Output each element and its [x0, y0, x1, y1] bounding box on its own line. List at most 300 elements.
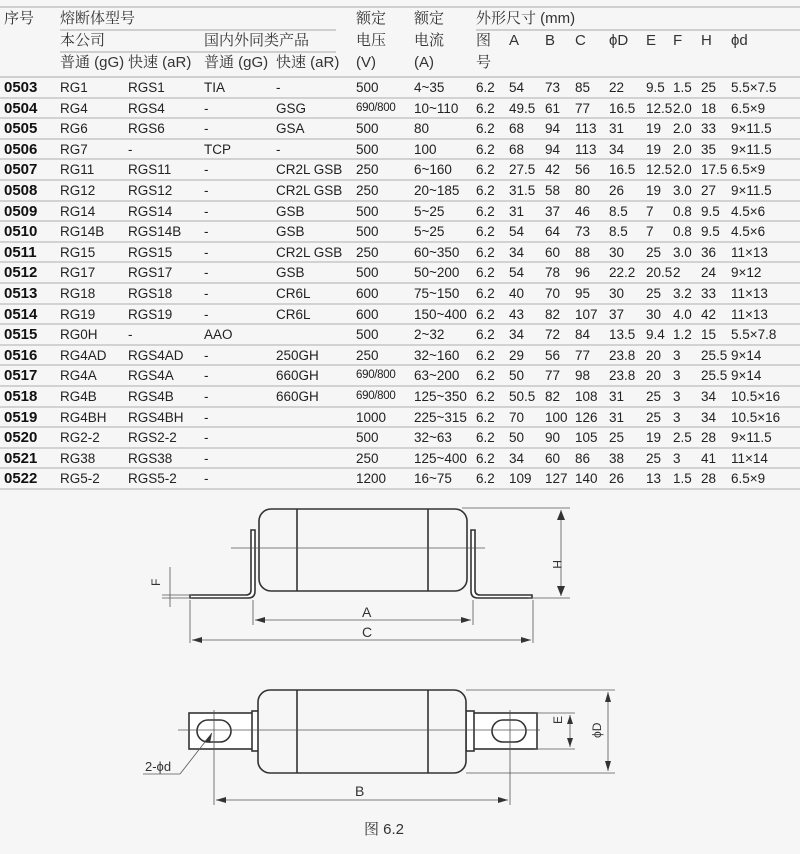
- cell-B: 94: [545, 141, 561, 157]
- cell-gG: RG14B: [60, 224, 105, 240]
- cell-E: 19: [646, 141, 662, 157]
- cell-a: 80: [414, 121, 430, 137]
- cell-H: 25.5: [701, 347, 728, 363]
- cell-E: 25: [646, 388, 662, 404]
- cell-seq: 0518: [4, 387, 38, 405]
- cell-A: 34: [509, 244, 525, 260]
- cell-seq: 0506: [4, 140, 38, 158]
- cell-aR: RGS14: [128, 203, 173, 219]
- cell-gG: RG2-2: [60, 430, 100, 446]
- cell-D: 31: [609, 409, 625, 425]
- cell-aR: -: [128, 327, 133, 343]
- table-row: [0, 140, 800, 161]
- cell-o_aR: 250GH: [276, 347, 319, 363]
- cell-H: 24: [701, 265, 717, 281]
- cell-d: 9×11.5: [731, 121, 772, 137]
- cell-B: 127: [545, 471, 568, 487]
- cell-C: 126: [575, 409, 598, 425]
- cell-gG: RG7: [60, 141, 88, 157]
- cell-D: 25: [609, 430, 625, 446]
- header-B: B: [545, 32, 556, 49]
- cell-A: 50: [509, 368, 525, 384]
- cell-D: 22.2: [609, 265, 636, 281]
- cell-E: 20: [646, 347, 662, 363]
- cell-E: 20.5: [646, 265, 673, 281]
- header-fig-no-2: 号: [476, 54, 492, 71]
- table-row: [0, 222, 800, 243]
- cell-o_gG: TIA: [204, 80, 226, 95]
- cell-E: 25: [646, 409, 662, 425]
- cell-a: 60~350: [414, 244, 460, 260]
- cell-o_aR: GSG: [276, 100, 307, 116]
- cell-o_aR: 660GH: [276, 368, 319, 384]
- cell-H: 35: [701, 141, 717, 157]
- header-A: A: [509, 32, 520, 49]
- cell-v: 1200: [356, 471, 387, 487]
- cell-E: 9.4: [646, 327, 665, 343]
- cell-D: 38: [609, 450, 625, 466]
- cell-C: 73: [575, 224, 591, 240]
- header-rated-current-1: 额定: [414, 10, 445, 27]
- cell-aR: RGS15: [128, 244, 173, 260]
- cell-A: 27.5: [509, 162, 536, 178]
- cell-B: 94: [545, 121, 561, 137]
- label-A: A: [362, 604, 372, 620]
- cell-aR: RGS17: [128, 265, 173, 281]
- cell-D: 26: [609, 471, 625, 487]
- cell-o_aR: 660GH: [276, 388, 319, 404]
- cell-d: 5.5×7.5: [731, 80, 777, 95]
- label-B: B: [355, 783, 365, 799]
- cell-v: 500: [356, 430, 379, 446]
- fuse-dimension-diagram: [0, 490, 800, 854]
- cell-d: 11×13: [731, 306, 768, 322]
- cell-o_aR: GSB: [276, 224, 305, 240]
- header-rated-voltage-3: (V): [356, 54, 376, 71]
- table-row: [0, 202, 800, 223]
- cell-C: 56: [575, 162, 591, 178]
- cell-o_aR: CR2L GSB: [276, 182, 343, 198]
- cell-d: 9×14: [731, 347, 762, 363]
- cell-a: 6~160: [414, 162, 452, 178]
- cell-d: 5.5×7.8: [731, 327, 777, 343]
- cell-o_gG: -: [204, 471, 209, 487]
- cell-d: 6.5×9: [731, 162, 766, 178]
- cell-aR: RGS12: [128, 182, 173, 198]
- cell-v: 690/800: [356, 101, 396, 114]
- cell-seq: 0511: [4, 243, 37, 261]
- cell-fig: 6.2: [476, 141, 495, 157]
- cell-D: 34: [609, 141, 625, 157]
- cell-F: 2.0: [673, 141, 692, 157]
- cell-fig: 6.2: [476, 388, 495, 404]
- cell-o_gG: TCP: [204, 141, 231, 157]
- table-row: [0, 305, 800, 326]
- cell-aR: RGS4AD: [128, 347, 184, 363]
- cell-seq: 0519: [4, 408, 38, 426]
- cell-fig: 6.2: [476, 471, 495, 487]
- cell-C: 46: [575, 203, 591, 219]
- cell-A: 50: [509, 430, 525, 446]
- cell-fig: 6.2: [476, 368, 495, 384]
- cell-B: 42: [545, 162, 561, 178]
- cell-D: 26: [609, 182, 625, 198]
- cell-F: 3.0: [673, 182, 692, 198]
- cell-seq: 0521: [4, 449, 38, 467]
- cell-D: 31: [609, 388, 625, 404]
- label-C: C: [362, 624, 373, 640]
- cell-fig: 6.2: [476, 224, 495, 240]
- cell-v: 690/800: [356, 389, 396, 402]
- cell-F: 3.2: [673, 285, 692, 301]
- cell-E: 13: [646, 471, 662, 487]
- cell-F: 3.0: [673, 244, 692, 260]
- cell-a: 16~75: [414, 471, 452, 487]
- cell-A: 34: [509, 450, 525, 466]
- cell-F: 2.0: [673, 162, 692, 178]
- cell-v: 500: [356, 265, 379, 281]
- cell-A: 43: [509, 306, 525, 322]
- cell-A: 68: [509, 121, 525, 137]
- label-H: H: [550, 560, 564, 569]
- cell-C: 113: [575, 121, 597, 137]
- cell-gG: RG6: [60, 121, 88, 137]
- header-row-2: [0, 30, 800, 52]
- cell-gG: RG5-2: [60, 471, 100, 487]
- cell-H: 33: [701, 285, 717, 301]
- cell-H: 33: [701, 121, 717, 137]
- header-our-company: 本公司: [60, 32, 106, 49]
- cell-o_aR: GSA: [276, 121, 305, 137]
- cell-gG: RG15: [60, 244, 96, 260]
- cell-D: 30: [609, 285, 625, 301]
- cell-gG: RG17: [60, 265, 96, 281]
- table-row: [0, 119, 800, 140]
- cell-gG: RG12: [60, 182, 96, 198]
- cell-o_gG: -: [204, 224, 209, 240]
- cell-o_gG: -: [204, 285, 209, 301]
- cell-v: 500: [356, 141, 379, 157]
- table-row: [0, 78, 800, 99]
- cell-C: 77: [575, 100, 591, 116]
- cell-fig: 6.2: [476, 162, 495, 178]
- table-row: [0, 346, 800, 367]
- cell-seq: 0504: [4, 99, 38, 117]
- cell-fig: 6.2: [476, 409, 495, 425]
- cell-E: 19: [646, 430, 662, 446]
- header-phiD: ϕD: [609, 32, 629, 49]
- header-rated-voltage-2: 电压: [356, 32, 387, 49]
- cell-v: 250: [356, 162, 379, 178]
- cell-C: 113: [575, 141, 597, 157]
- cell-aR: RGS4BH: [128, 409, 184, 425]
- cell-aR: RGS11: [128, 162, 172, 178]
- figure-caption: 图 6.2: [364, 821, 405, 838]
- cell-H: 25.5: [701, 368, 728, 384]
- cell-E: 7: [646, 224, 654, 240]
- cell-C: 85: [575, 80, 591, 95]
- cell-gG: RG38: [60, 450, 96, 466]
- fuse-spec-table: [0, 8, 800, 490]
- cell-A: 68: [509, 141, 525, 157]
- cell-v: 250: [356, 347, 379, 363]
- cell-F: 1.5: [673, 80, 692, 95]
- cell-d: 9×11.5: [731, 141, 772, 157]
- cell-B: 61: [545, 100, 561, 116]
- cell-aR: RGS19: [128, 306, 173, 322]
- header-rated-current-3: (A): [414, 54, 434, 71]
- cell-o_gG: -: [204, 347, 209, 363]
- cell-F: 3: [673, 450, 681, 466]
- cell-H: 15: [701, 327, 717, 343]
- cell-o_aR: CR2L GSB: [276, 244, 343, 260]
- cell-a: 63~200: [414, 368, 460, 384]
- cell-seq: 0507: [4, 161, 38, 179]
- cell-d: 9×11.5: [731, 430, 772, 446]
- cell-a: 125~350: [414, 388, 467, 404]
- table-row: [0, 449, 800, 470]
- cell-C: 84: [575, 327, 591, 343]
- cell-a: 5~25: [414, 224, 445, 240]
- cell-gG: RG4: [60, 100, 88, 116]
- cell-o_gG: -: [204, 430, 209, 446]
- cell-D: 8.5: [609, 224, 628, 240]
- cell-o_gG: -: [204, 162, 209, 178]
- cell-fig: 6.2: [476, 244, 495, 260]
- cell-F: 3: [673, 347, 681, 363]
- cell-v: 600: [356, 306, 379, 322]
- cell-F: 0.8: [673, 203, 692, 219]
- cell-d: 4.5×6: [731, 224, 766, 240]
- cell-o_aR: CR6L: [276, 285, 311, 301]
- cell-B: 70: [545, 285, 561, 301]
- cell-A: 109: [509, 471, 532, 487]
- cell-C: 108: [575, 388, 598, 404]
- cell-o_gG: AAO: [204, 327, 233, 343]
- cell-o_aR: -: [276, 80, 281, 95]
- cell-fig: 6.2: [476, 203, 495, 219]
- cell-fig: 6.2: [476, 347, 495, 363]
- label-hole-dia: 2-ϕd: [145, 759, 172, 774]
- cell-d: 10.5×16: [731, 388, 781, 404]
- cell-F: 2.0: [673, 100, 692, 116]
- cell-E: 19: [646, 121, 662, 137]
- label-E: E: [551, 715, 565, 724]
- cell-seq: 0515: [4, 326, 38, 344]
- cell-v: 690/800: [356, 369, 396, 382]
- table-row: [0, 428, 800, 449]
- table-row: [0, 387, 800, 408]
- cell-seq: 0509: [4, 202, 38, 220]
- cell-H: 34: [701, 388, 717, 404]
- cell-B: 100: [545, 409, 568, 425]
- table-row: [0, 366, 800, 387]
- cell-B: 72: [545, 327, 561, 343]
- cell-o_aR: CR2L GSB: [276, 162, 343, 178]
- cell-o_gG: -: [204, 450, 209, 466]
- cell-H: 25: [701, 80, 717, 95]
- cell-B: 37: [545, 203, 561, 219]
- cell-seq: 0516: [4, 346, 38, 364]
- header-other-normal-gG: 普通 (gG): [204, 54, 269, 71]
- cell-o_gG: -: [204, 182, 209, 198]
- cell-E: 25: [646, 285, 662, 301]
- cell-E: 20: [646, 368, 662, 384]
- cell-F: 2.0: [673, 121, 692, 137]
- header-phid: ϕd: [731, 32, 748, 49]
- cell-aR: RGS14B: [128, 224, 182, 240]
- cell-H: 36: [701, 244, 717, 260]
- cell-fig: 6.2: [476, 285, 495, 301]
- cell-d: 9×14: [731, 368, 762, 384]
- cell-v: 500: [356, 224, 379, 240]
- cell-F: 0.8: [673, 224, 692, 240]
- cell-D: 30: [609, 244, 625, 260]
- cell-o_aR: GSB: [276, 265, 305, 281]
- cell-o_gG: -: [204, 265, 209, 281]
- header-row-1: [0, 8, 800, 30]
- cell-D: 22: [609, 80, 625, 95]
- cell-F: 1.2: [673, 327, 692, 343]
- cell-E: 25: [646, 450, 662, 466]
- cell-v: 500: [356, 203, 379, 219]
- cell-v: 500: [356, 121, 379, 137]
- cell-gG: RG4A: [60, 368, 97, 384]
- cell-a: 100: [414, 141, 437, 157]
- cell-seq: 0513: [4, 284, 38, 302]
- fuse-body-top: [258, 690, 466, 773]
- table-row: [0, 181, 800, 202]
- header-H: H: [701, 32, 712, 49]
- cell-C: 105: [575, 430, 598, 446]
- cell-fig: 6.2: [476, 80, 495, 95]
- header-rated-voltage-1: 额定: [356, 10, 387, 27]
- cell-aR: RGS4: [128, 100, 165, 116]
- cell-o_gG: -: [204, 100, 209, 116]
- cell-gG: RG19: [60, 306, 96, 322]
- table-row: [0, 408, 800, 429]
- cell-o_gG: -: [204, 409, 209, 425]
- cell-C: 86: [575, 450, 591, 466]
- cell-v: 600: [356, 285, 379, 301]
- cell-C: 77: [575, 347, 591, 363]
- cell-F: 3: [673, 368, 681, 384]
- cell-seq: 0510: [4, 223, 38, 241]
- cell-a: 32~63: [414, 430, 452, 446]
- cell-fig: 6.2: [476, 306, 495, 322]
- cell-C: 107: [575, 306, 598, 322]
- header-F: F: [673, 32, 683, 49]
- table-row: [0, 325, 800, 346]
- cell-B: 78: [545, 265, 561, 281]
- cell-B: 60: [545, 450, 561, 466]
- cell-H: 42: [701, 306, 717, 322]
- cell-gG: RG0H: [60, 327, 98, 343]
- cell-seq: 0514: [4, 305, 38, 323]
- cell-A: 54: [509, 265, 525, 281]
- cell-B: 90: [545, 430, 561, 446]
- cell-gG: RG4BH: [60, 409, 107, 425]
- cell-aR: RGS6: [128, 121, 165, 137]
- cell-aR: RGS18: [128, 285, 173, 301]
- cell-d: 4.5×6: [731, 203, 766, 219]
- cell-D: 16.5: [609, 100, 636, 116]
- cell-C: 98: [575, 368, 591, 384]
- cell-H: 34: [701, 409, 717, 425]
- cell-gG: RG1: [60, 80, 88, 95]
- cell-aR: -: [128, 141, 133, 157]
- cell-D: 13.5: [609, 327, 636, 343]
- cell-E: 12.5: [646, 162, 673, 178]
- cell-aR: RGS4A: [128, 368, 174, 384]
- table-row: [0, 160, 800, 181]
- cell-C: 96: [575, 265, 591, 281]
- cell-A: 40: [509, 285, 525, 301]
- cell-fig: 6.2: [476, 265, 495, 281]
- header-seq: 序号: [4, 10, 35, 27]
- header-domestic-foreign: 国内外同类产品: [204, 32, 310, 49]
- cell-aR: RGS2-2: [128, 430, 177, 446]
- cell-a: 4~35: [414, 80, 445, 95]
- label-phiD: ϕD: [590, 722, 604, 738]
- cell-A: 50.5: [509, 388, 536, 404]
- header-fig-no-1: 图: [476, 32, 492, 49]
- header-E: E: [646, 32, 657, 49]
- header-C: C: [575, 32, 586, 49]
- cell-F: 1.5: [673, 471, 692, 487]
- cell-a: 10~110: [414, 100, 459, 116]
- table-body: [0, 78, 800, 490]
- cell-D: 23.8: [609, 368, 636, 384]
- cell-a: 75~150: [414, 285, 460, 301]
- cell-d: 11×13: [731, 285, 768, 301]
- cell-gG: RG4B: [60, 388, 97, 404]
- cell-seq: 0522: [4, 470, 38, 488]
- cell-v: 250: [356, 182, 379, 198]
- cell-fig: 6.2: [476, 182, 495, 198]
- cell-gG: RG14: [60, 203, 96, 219]
- header-fuse-model: 熔断体型号: [60, 10, 136, 27]
- cell-H: 9.5: [701, 224, 720, 240]
- cell-H: 41: [701, 450, 717, 466]
- cell-E: 9.5: [646, 80, 665, 95]
- cell-o_gG: -: [204, 203, 209, 219]
- cell-B: 56: [545, 347, 561, 363]
- cell-v: 250: [356, 450, 379, 466]
- cell-o_aR: GSB: [276, 203, 305, 219]
- cell-d: 9×12: [731, 265, 762, 281]
- cell-seq: 0503: [4, 79, 38, 96]
- cell-o_aR: -: [276, 141, 281, 157]
- cell-C: 140: [575, 471, 598, 487]
- cell-a: 125~400: [414, 450, 467, 466]
- cell-B: 64: [545, 224, 561, 240]
- cell-H: 28: [701, 430, 717, 446]
- table-row: [0, 469, 800, 490]
- cell-D: 16.5: [609, 162, 636, 178]
- cell-seq: 0517: [4, 367, 38, 385]
- cell-H: 18: [701, 100, 717, 116]
- cell-B: 58: [545, 182, 561, 198]
- cell-fig: 6.2: [476, 430, 495, 446]
- cell-B: 82: [545, 388, 561, 404]
- cell-E: 19: [646, 182, 662, 198]
- cell-D: 8.5: [609, 203, 628, 219]
- cell-D: 31: [609, 121, 625, 137]
- cell-C: 80: [575, 182, 591, 198]
- cell-fig: 6.2: [476, 100, 495, 116]
- cell-gG: RG18: [60, 285, 96, 301]
